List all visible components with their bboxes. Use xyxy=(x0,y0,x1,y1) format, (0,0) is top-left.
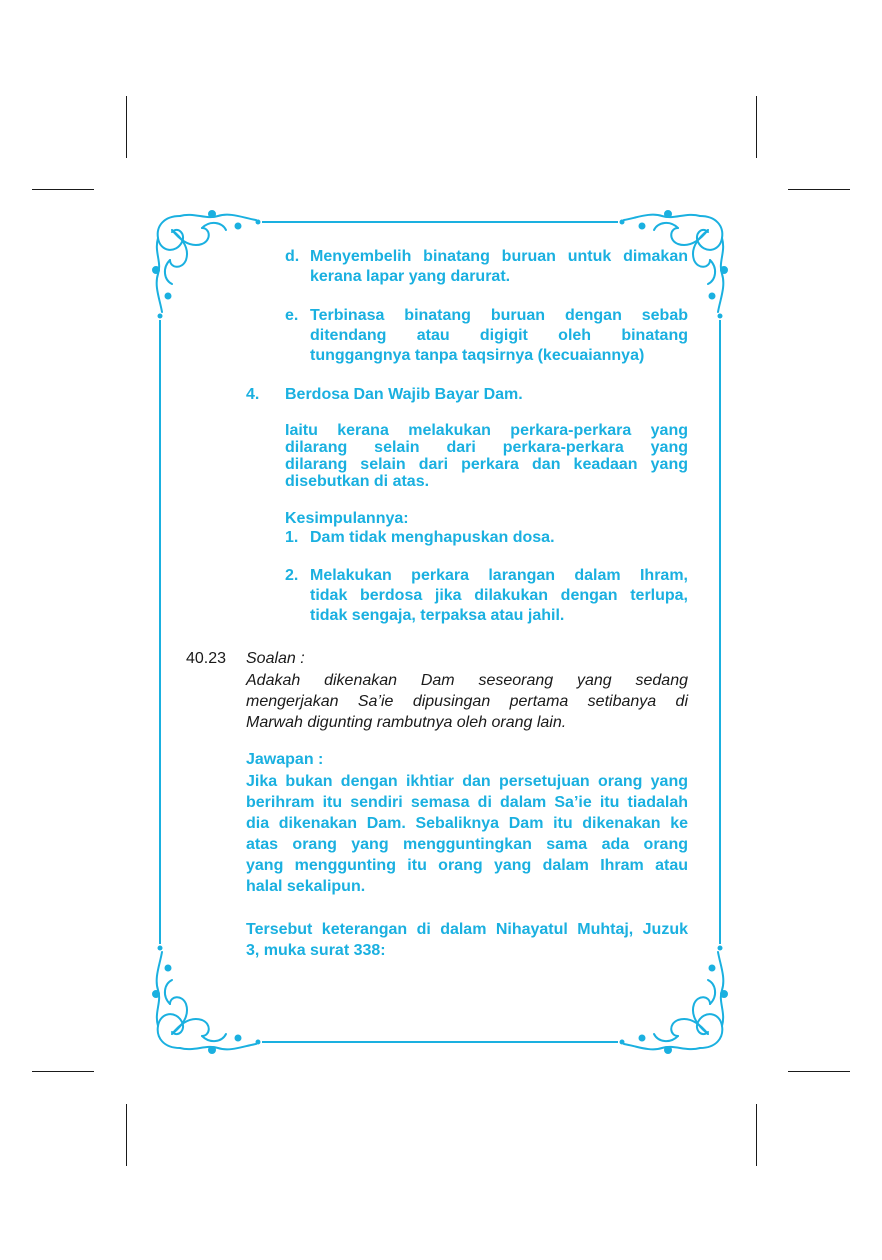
answer-label: Jawapan : xyxy=(246,751,324,768)
list-item-line: tidak sengaja, terpaksa atau jahil. xyxy=(310,607,565,624)
answer-line: halal sekalipun. xyxy=(246,878,366,895)
answer-text xyxy=(246,771,688,897)
conclusion-item-1: Dam tidak menghapuskan dosa. xyxy=(310,529,555,546)
crop-mark xyxy=(32,1071,94,1072)
paragraph-line: disebutkan di atas. xyxy=(285,473,430,490)
paragraph-line: dilarang selain dari perkara-perkara yang xyxy=(285,439,688,456)
list-item-d xyxy=(310,247,688,287)
list-item-line: tidak berdosa jika dilakukan dengan terlupa, xyxy=(310,587,688,604)
list-item-line: ditendang atau digigit oleh binatang xyxy=(310,327,688,344)
list-marker: d. xyxy=(285,248,300,265)
list-marker: e. xyxy=(285,307,299,324)
reference-line: Tersebut keterangan di dalam Nihayatul Muhtaj, Juzuk xyxy=(246,921,688,938)
answer-line: atas orang yang mengguntingkan sama ada orang xyxy=(246,836,688,853)
crop-mark xyxy=(126,1104,127,1166)
answer-line: berihram itu sendiri semasa di dalam Sa’ie itu tiadalah xyxy=(246,794,688,811)
reference-text xyxy=(246,919,688,961)
section-paragraph xyxy=(285,422,688,490)
crop-mark xyxy=(788,1071,850,1072)
answer-line: yang menggunting itu orang yang dalam Ihram atau xyxy=(246,857,688,874)
conclusion-item-2 xyxy=(310,566,688,626)
list-item-line: kerana lapar yang darurat. xyxy=(310,268,511,285)
question-label: Soalan : xyxy=(246,650,305,667)
list-marker: 1. xyxy=(285,529,299,546)
crop-mark xyxy=(32,189,94,190)
question-text xyxy=(246,670,688,733)
crop-mark xyxy=(756,1104,757,1166)
list-item-line: Menyembelih binatang buruan untuk dimakan xyxy=(310,248,688,265)
section-number: 4. xyxy=(246,386,260,403)
conclusion-label: Kesimpulannya: xyxy=(285,510,409,527)
crop-mark xyxy=(756,96,757,158)
question-line: Marwah digunting rambutnya oleh orang lain. xyxy=(246,714,567,731)
answer-line: dia dikenakan Dam. Sebaliknya Dam itu dikenakan ke xyxy=(246,815,688,832)
list-item-e xyxy=(310,306,688,366)
list-item-line: Terbinasa binatang buruan dengan sebab xyxy=(310,307,688,324)
list-item-line: Melakukan perkara larangan dalam Ihram, xyxy=(310,567,688,584)
question-number: 40.23 xyxy=(186,650,227,667)
question-line: mengerjakan Sa’ie dipusingan pertama setibanya di xyxy=(246,693,688,710)
list-marker: 2. xyxy=(285,567,299,584)
list-item-line: tunggangnya tanpa taqsirnya (kecuaiannya) xyxy=(310,347,645,364)
paragraph-line: dilarang selain dari perkara dan keadaan yang xyxy=(285,456,688,473)
question-line: Adakah dikenakan Dam seseorang yang sedang xyxy=(246,672,688,689)
reference-line: 3, muka surat 338: xyxy=(246,942,386,959)
section-heading: Berdosa Dan Wajib Bayar Dam. xyxy=(285,386,523,403)
answer-line: Jika bukan dengan ikhtiar dan persetujuan orang yang xyxy=(246,773,688,790)
paragraph-line: Iaitu kerana melakukan perkara-perkara yang xyxy=(285,422,688,439)
crop-mark xyxy=(788,189,850,190)
crop-mark xyxy=(126,96,127,158)
